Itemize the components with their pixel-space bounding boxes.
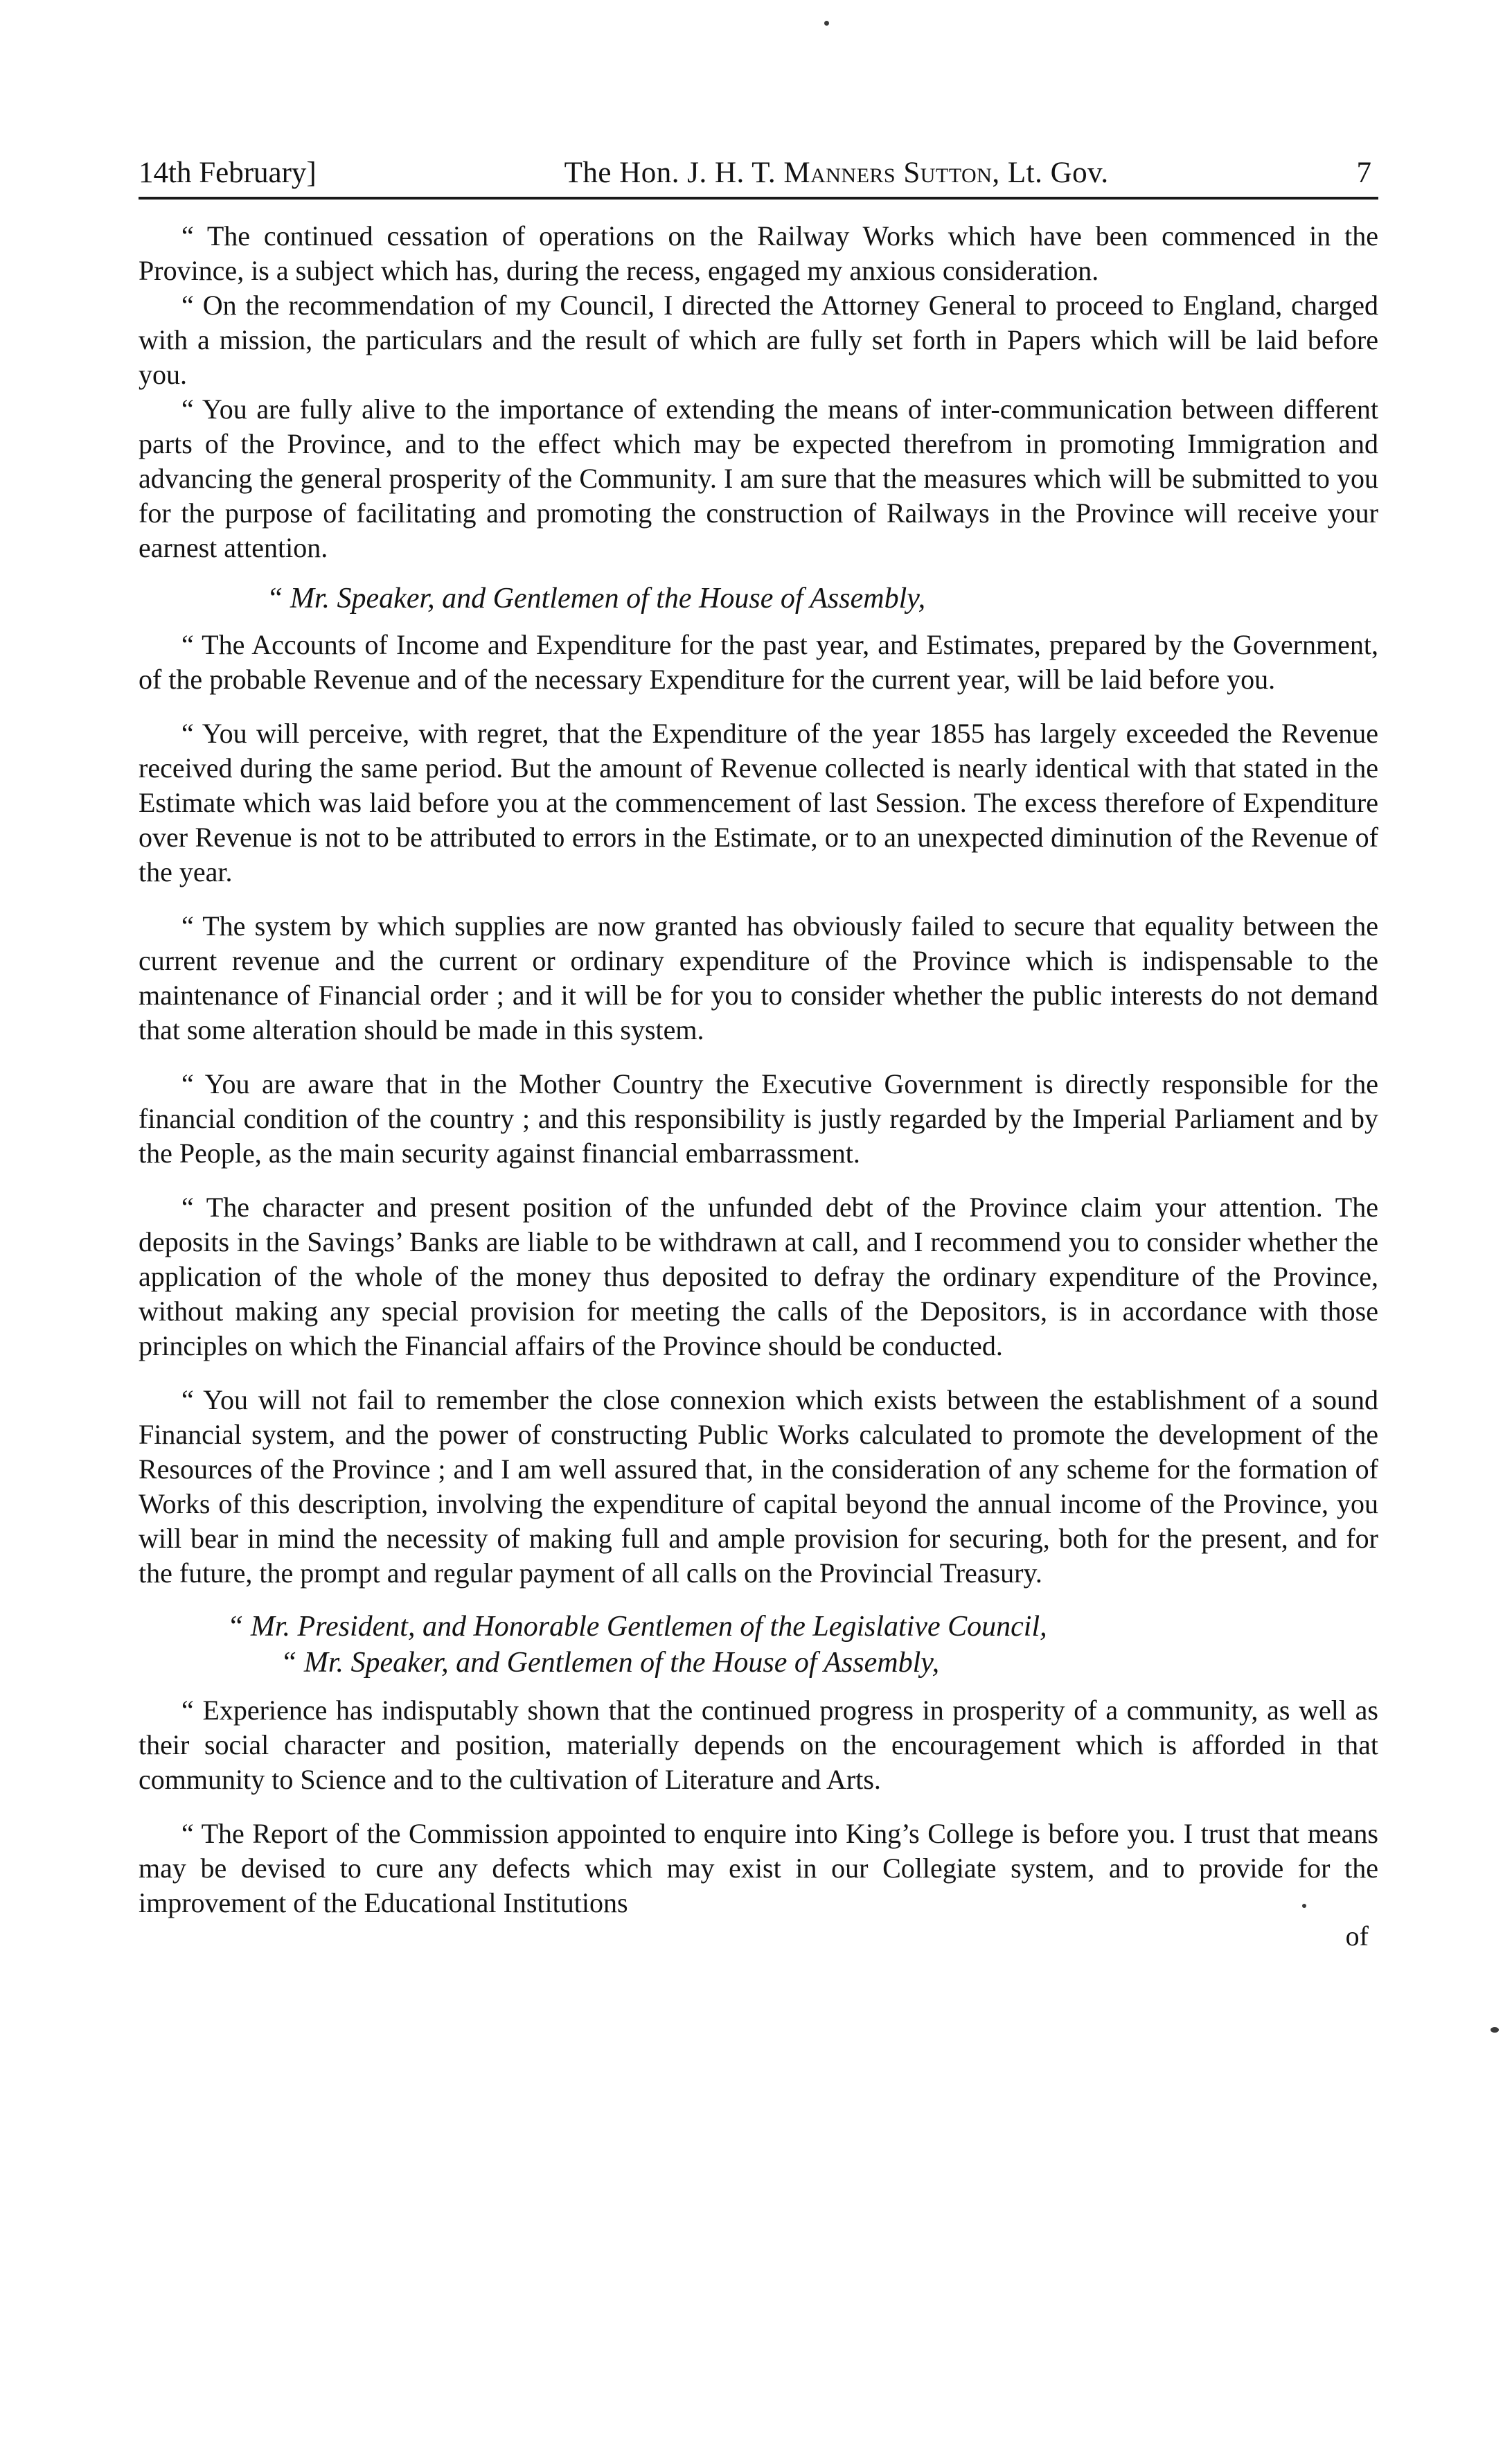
running-head-date: 14th February] [139,157,317,189]
document-page [139,154,1378,1952]
scan-speck [1491,2027,1499,2033]
scan-speck [824,21,829,26]
address-house-of-assembly-2: “ Mr. Speaker, and Gentlemen of the House of Assembly, [281,1647,940,1679]
address-both-houses [139,1609,1378,1681]
address-house-of-assembly: “ Mr. Speaker, and Gentlemen of the House of Assembly, [267,583,926,615]
paragraph-inter-communication: “ You are fully alive to the importance of extending the means of inter-communication between different parts of the Province, and to the effect which may be expected therefrom in promoting Immigration and advancing the general prosperity of the Community. I am sure that the measures which will be submitted to you for the purpose of facilitating and promoting the construction of Railways in the Province will receive your earnest attention. [139,394,1378,563]
paragraph-expenditure-1855: “ You will perceive, with regret, that the Expenditure of the year 1855 has largely exceeded the Revenue received during the same period. But the amount of Revenue collected is nearly identical with that stated in the Estimate which was laid before you at the commencement of last Session. The excess therefore of Expenditure over Revenue is not to be attributed to errors in the Estimate, or to an unexpected diminution of the Revenue of the year. [139,718,1378,887]
paragraph-supply-system: “ The system by which supplies are now granted has obviously failed to secure that equality between the current revenue and the current or ordinary expenditure of the Province which is indispensable to the maintenance of Financial order ; and it will be for you to consider whether the public interests do not demand that some alteration should be made in this system. [139,910,1378,1045]
paragraph-mother-country: “ You are aware that in the Mother Country the Executive Government is directly responsible for the financial condition of the country ; and this responsibility is justly regarded by the Imperial Parliament and by the People, as the main security against financial embarrassment. [139,1068,1378,1169]
paragraph-railway-works: “ The continued cessation of operations on the Railway Works which have been commenced in the Province, is a subject which has, during the recess, engaged my anxious consideration. [139,220,1378,286]
paragraph-financial-system: “ You will not fail to remember the close connexion which exists between the establishment of a sound Financial system, and the power of constructing Public Works calculated to promote the development of the Resources of the Province ; and I am well assured that, in the consideration of any scheme for the formation of Works of this description, involving the expenditure of capital beyond the annual income of the Province, you will bear in mind the necessity of making full and ample provision for securing, both for the present, and for the future, the prompt and regular payment of all calls on the Provincial Treasury. [139,1384,1378,1589]
paragraph-science-literature: “ Experience has indisputably shown that the continued progress in prosperity of a community, as well as their social character and position, materially depends on the encouragement which is afforded in that community to Science and to the cultivation of Literature and Arts. [139,1695,1378,1795]
paragraph-unfunded-debt: “ The character and present position of the unfunded debt of the Province claim your attention. The deposits in the Savings’ Banks are liable to be withdrawn at call, and I recommend you to consider whether the application of the whole of the money thus deposited to defray the ordinary expenditure of the Province, without making any special provision for meeting the calls of the Depositors, is in accordance with those principles on which the Financial affairs of the Province should be conducted. [139,1192,1378,1361]
paragraph-accounts: “ The Accounts of Income and Expenditure for the past year, and Estimates, prepared by the Government, of the probable Revenue and of the necessary Expenditure for the current year, will be laid before you. [139,629,1378,695]
running-head-title-prefix: The Hon. J. H. T. [564,157,776,189]
paragraph-attorney-general: “ On the recommendation of my Council, I directed the Attorney General to proceed to England, charged with a mission, the particulars and the result of which are fully set forth in Papers which will be laid before you. [139,290,1378,390]
running-head-title [317,154,1357,193]
catchword: of [1345,1920,1369,1952]
page-number: 7 [1356,157,1371,189]
scan-speck [1302,1904,1306,1908]
paragraph-kings-college: “ The Report of the Commission appointed to enquire into King’s College is before you. I trust that means may be devised to cure any defects which may exist in our Collegiate system, and to provide for the improvement of the Educational Institutions [139,1818,1378,1918]
running-head-title-suffix: Lt. Gov. [1007,157,1109,189]
body-text [139,219,1378,1952]
running-head-title-name: Manners Sutton, [783,157,1000,189]
address-legislative-council: “ Mr. President, and Honorable Gentlemen of the Legislative Council, [227,1611,1047,1643]
running-head [139,154,1378,200]
